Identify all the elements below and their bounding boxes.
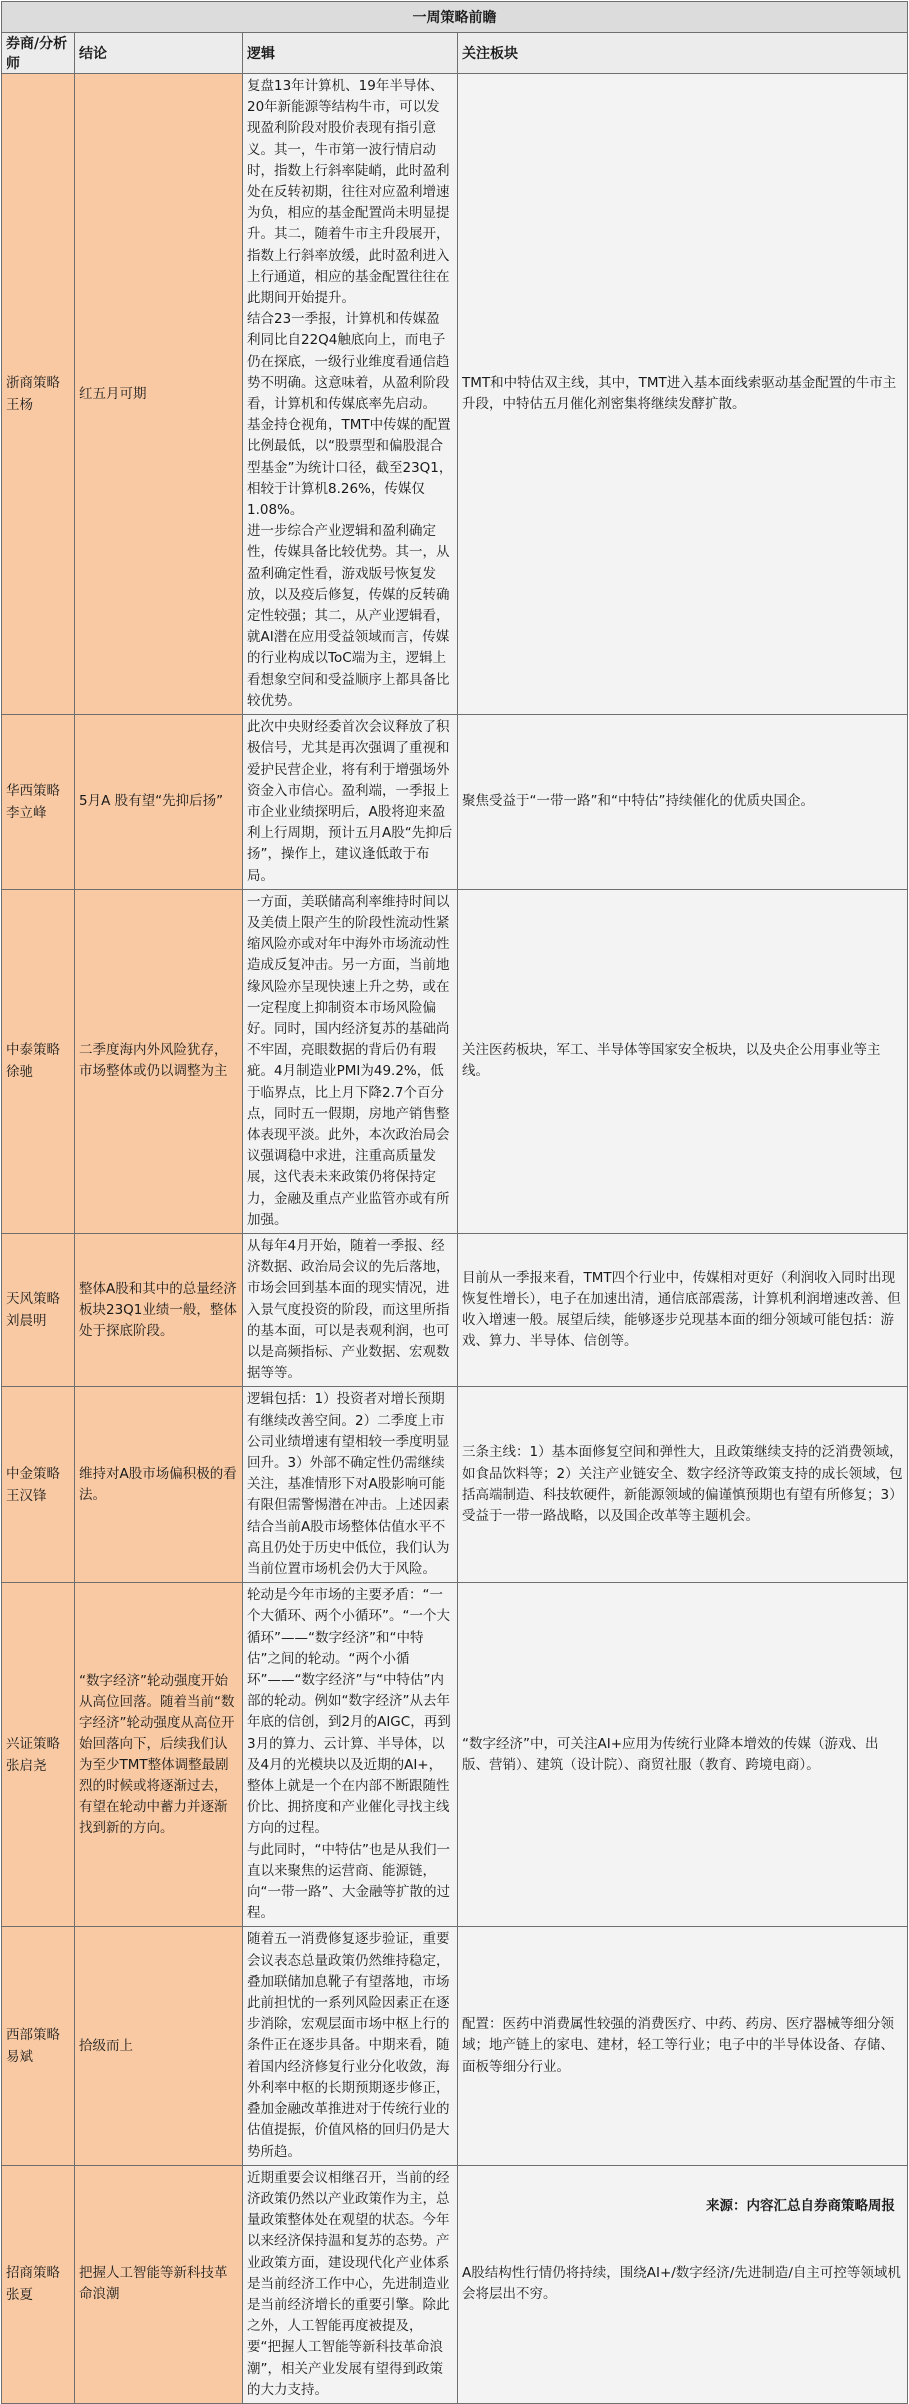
- logic-paragraph: 近期重要会议相继召开，当前的经济政策仍然以产业政策作为主，总量政策整体处在观望的状态。今年以来经济保持温和复苏的态势。产业政策方面，建设现代化产业体系是当前经济工作中心，先进制造业是当前经济增长的重要引擎。除此之外，人工智能再度被提及，要“把握人工智能等新科技革命浪潮”，相关产业发展有望得到政策的大力支持。: [247, 2169, 450, 2398]
- logic-cell: [243, 1927, 458, 2165]
- logic-cell: [243, 74, 458, 715]
- focus-cell: 三条主线：1）基本面修复空间和弹性大，且政策继续支持的泛消费领域，如食品饮料等；2）关注产业链安全、数字经济等政策支持的成长领域，包括高端制造、科技软硬件，新能源领域的偏谨慎预期也有望有所修复；3）受益于一带一路战略，以及国企改革等主题机会。: [458, 1387, 908, 1583]
- logic-paragraph: 从每年4月开始，随着一季报、经济数据、政治局会议的先后落地，市场会回到基本面的现实情况，进入景气度投资的阶段，而这里所指的基本面，可以是表观利润，也可以是高频指标、产业数据、宏观数据等等。: [247, 1237, 450, 1382]
- broker-cell: 兴证策略 张启尧: [2, 1583, 75, 1927]
- logic-cell: [243, 889, 458, 1233]
- header-conclusion: 结论: [75, 33, 243, 74]
- table-row: [2, 1387, 908, 1583]
- broker-cell: 浙商策略 王杨: [2, 74, 75, 715]
- table-row: [2, 715, 908, 890]
- broker-cell: 天风策略 刘晨明: [2, 1233, 75, 1386]
- header-logic: 逻辑: [243, 33, 458, 74]
- logic-cell: [243, 1583, 458, 1927]
- table-row: [2, 1927, 908, 2165]
- table-title-row: [2, 2, 908, 33]
- table-header-row: [2, 33, 908, 74]
- conclusion-cell: 把握人工智能等新科技革命浪潮: [75, 2165, 243, 2403]
- focus-cell: 配置：医药中消费属性较强的消费医疗、中药、药房、医疗器械等细分领域；地产链上的家电、建材，轻工等行业；电子中的半导体设备、存储、面板等细分行业。: [458, 1927, 908, 2165]
- broker-cell: 西部策略 易斌: [2, 1927, 75, 2165]
- logic-paragraph: 与此同时，“中特估”也是从我们一直以来聚焦的运营商、能源链，向“一带一路”、大金融等扩散的过程。: [247, 1841, 450, 1922]
- focus-cell: TMT和中特估双主线，其中，TMT进入基本面线索驱动基金配置的牛市主升段，中特估五月催化剂密集将继续发酵扩散。: [458, 74, 908, 715]
- conclusion-cell: 二季度海内外风险犹存，市场整体或仍以调整为主: [75, 889, 243, 1233]
- table-row: [2, 889, 908, 1233]
- logic-paragraph: 此次中央财经委首次会议释放了积极信号，尤其是再次强调了重视和爱护民营企业，将有利于增强场外资金入市信心。盈利端，一季报上市企业业绩探明后，A股将迎来盈利上行周期，预计五月A股“先抑后扬”，操作上，建议逢低敢于布局。: [247, 719, 453, 884]
- logic-cell: [243, 715, 458, 890]
- focus-cell: A股结构性行情仍将持续，围绕AI+/数字经济/先进制造/自主可控等领域机会将层出不穷。: [458, 2165, 908, 2403]
- conclusion-cell: 维持对A股市场偏积极的看法。: [75, 1387, 243, 1583]
- source-note: 来源：内容汇总自券商策略周报: [706, 2198, 895, 2214]
- broker-cell: 招商策略 张夏: [2, 2165, 75, 2403]
- logic-cell: [243, 1387, 458, 1583]
- focus-cell: 关注医药板块，军工、半导体等国家安全板块，以及央企公用事业等主线。: [458, 889, 908, 1233]
- conclusion-cell: 红五月可期: [75, 74, 243, 715]
- header-focus: 关注板块: [458, 33, 908, 74]
- broker-cell: 华西策略 李立峰: [2, 715, 75, 890]
- table-row: [2, 1583, 908, 1927]
- logic-paragraph: 复盘13年计算机、19年半导体、20年新能源等结构牛市，可以发现盈利阶段对股价表现有指引意义。其一，牛市第一波行情启动时，指数上行斜率陡峭，此时盈利处在反转初期，往往对应盈利增速为负，相应的基金配置尚未明显提升。其二，随着牛市主升段展开，指数上行斜率放缓，此时盈利进入上行通道，相应的基金配置往往在此期间开始提升。: [247, 78, 450, 307]
- table-row: [2, 1233, 908, 1386]
- focus-cell: 聚焦受益于“一带一路”和“中特估”持续催化的优质央国企。: [458, 715, 908, 890]
- strategy-table: [1, 1, 908, 2404]
- table-title: 一周策略前瞻: [2, 2, 908, 33]
- logic-paragraph: 一方面，美联储高利率维持时间以及美债上限产生的阶段性流动性紧缩风险亦或对年中海外市场流动性造成反复冲击。另一方面，当前地缘风险亦呈现快速上升之势，或在一定程度上抑制资本市场风险偏好。同时，国内经济复苏的基础尚不牢固，亮眼数据的背后仍有瑕疵。4月制造业PMI为49.2%，低于临界点，比上月下降2.7个百分点，同时五一假期，房地产销售整体表现平淡。此外，本次政治局会议强调稳中求进，注重高质量发展，这代表未来政策仍将保持定力，金融及重点产业监管亦或有所加强。: [247, 893, 450, 1228]
- focus-cell: “数字经济”中，可关注AI+应用为传统行业降本增效的传媒（游戏、出版、营销）、建筑（设计院）、商贸社服（教育、跨境电商）。: [458, 1583, 908, 1927]
- focus-cell: 目前从一季报来看，TMT四个行业中，传媒相对更好（利润收入同时出现恢复性增长），电子在加速出清，通信底部震荡，计算机利润增速改善、但收入增速一般。展望后续，能够逐步兑现基本面的细分领域可能包括：游戏、算力、半导体、信创等。: [458, 1233, 908, 1386]
- broker-cell: 中金策略 王汉锋: [2, 1387, 75, 1583]
- logic-paragraph: 基金持仓视角，TMT中传媒的配置比例最低，以“股票型和偏股混合型基金”为统计口径，截至23Q1，相较于计算机8.26%，传媒仅1.08%。: [247, 417, 453, 519]
- header-broker: 券商/分析师: [2, 33, 75, 74]
- table-row: [2, 74, 908, 715]
- logic-cell: [243, 1233, 458, 1386]
- conclusion-cell: “数字经济”轮动强度开始从高位回落。随着当前“数字经济”轮动强度从高位开始回落向下，后续我们认为至少TMT整体调整最剧烈的时候或将逐渐过去，有望在轮动中蓄力并逐渐找到新的方向。: [75, 1583, 243, 1927]
- conclusion-cell: 5月A 股有望“先抑后扬”: [75, 715, 243, 890]
- logic-paragraph: 结合23一季报，计算机和传媒盈利同比自22Q4触底向上，而电子仍在探底，一级行业维度看通信趋势不明确。这意味着，从盈利阶段看，计算机和传媒底率先启动。: [247, 311, 450, 413]
- logic-paragraph: 轮动是今年市场的主要矛盾：“一个大循环、两个小循环”。“一个大循环”——“数字经济”和“中特估”之间的轮动。“两个小循环”——“数字经济”与“中特估”内部的轮动。例如“数字经济”从去年年底的信创，到2月的AIGC，再到3月的算力、云计算、半导体，以及4月的光模块以及近期的AI+，整体上就是一个在内部不断跟随性价比、拥挤度和产业催化寻找主线方向的过程。: [247, 1587, 451, 1837]
- logic-cell: [243, 2165, 458, 2403]
- logic-paragraph: 进一步综合产业逻辑和盈利确定性，传媒具备比较优势。其一，从盈利确定性看，游戏版号恢复发放，以及疫后修复，传媒的反转确定性较强；其二，从产业逻辑看，就AI潜在应用受益领域而言，传媒的行业构成以ToC端为主，逻辑上看想象空间和受益顺序上都具备比较优势。: [247, 523, 450, 709]
- logic-paragraph: 逻辑包括：1）投资者对增长预期有继续改善空间。2）二季度上市公司业绩增速有望相较一季度明显回升。3）外部不确定性仍需继续关注，基准情形下对A股影响可能有限但需警惕潜在冲击。上述因素结合当前A股市场整体估值水平不高且仍处于历史中低位，我们认为当前位置市场机会仍大于风险。: [247, 1391, 450, 1578]
- conclusion-cell: 拾级而上: [75, 1927, 243, 2165]
- broker-cell: 中泰策略 徐驰: [2, 889, 75, 1233]
- conclusion-cell: 整体A股和其中的总量经济板块23Q1业绩一般，整体处于探底阶段。: [75, 1233, 243, 1386]
- logic-paragraph: 随着五一消费修复逐步验证，重要会议表态总量政策仍然维持稳定，叠加联储加息靴子有望落地，市场此前担忧的一系列风险因素正在逐步消除，宏观层面市场中枢上行的条件正在逐步具备。中期来看，随着国内经济修复行业分化收敛，海外利率中枢的长期预期逐步修正，叠加金融改革推进对于传统行业的估值提振，价值风格的回归仍是大势所趋。: [247, 1931, 450, 2160]
